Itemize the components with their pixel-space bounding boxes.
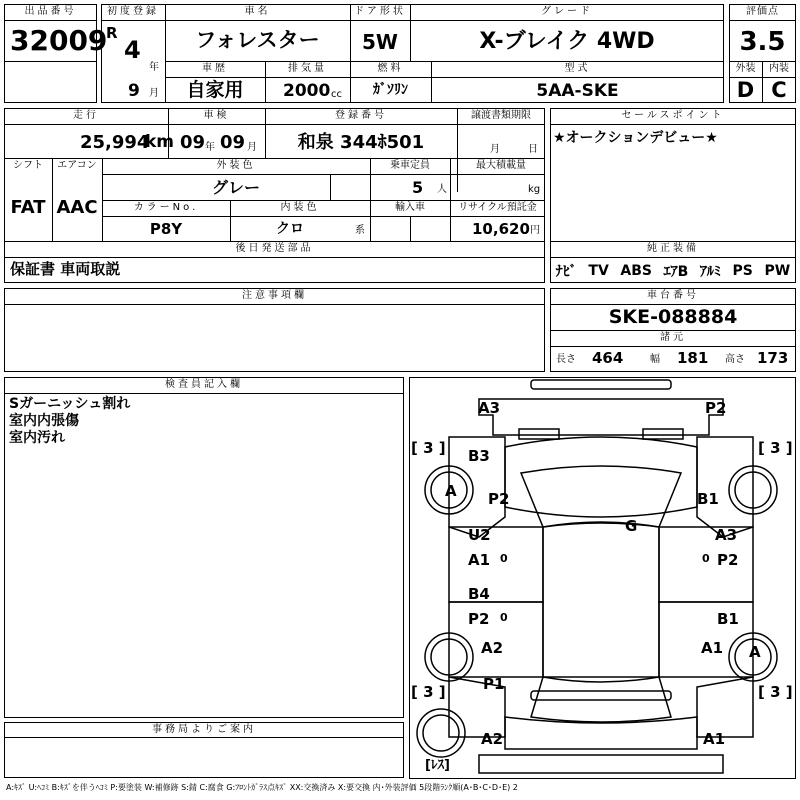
damage-mark: A2: [481, 730, 504, 748]
damage-mark: A1: [468, 551, 491, 569]
max-load-label: 最大積載量: [476, 160, 526, 171]
car-name-label: 車名: [244, 6, 271, 17]
inspection-label: 車検: [203, 110, 230, 121]
car-diagram: [409, 377, 793, 779]
height-label: 高さ: [725, 354, 745, 365]
width-label: 幅: [650, 354, 660, 365]
displacement-value: 2000: [283, 81, 331, 101]
damage-mark: B1: [697, 490, 719, 508]
reg-no-label: 登録番号: [335, 110, 387, 121]
history-value: 自家用: [186, 79, 244, 101]
score-value: 3.5: [739, 27, 786, 57]
model-value: 5AA-SKE: [536, 81, 619, 101]
model-label: 型式: [564, 63, 591, 74]
length-label: 長さ: [556, 354, 576, 365]
history-label: 車歴: [202, 63, 228, 74]
inspection-year: 09: [180, 132, 206, 153]
inspector-line: 室内内張傷: [9, 413, 79, 429]
int-color-value: クロ: [276, 221, 304, 237]
recycle-label: リサイクル預託金: [458, 202, 537, 213]
spare-tire: [ﾚｽ]: [425, 758, 450, 773]
sales-point-label: セールスポイント: [621, 110, 725, 121]
first-reg-month-unit: 月: [149, 88, 159, 99]
inspection-year-unit: 年: [205, 142, 215, 153]
damage-mark: P2: [705, 399, 727, 417]
damage-mark: B4: [468, 585, 490, 603]
equipment-item: PW: [764, 262, 791, 279]
fuel-label: 燃料: [377, 63, 404, 74]
equipment-item: ｱﾙﾐ: [699, 263, 721, 280]
damage-mark: 0: [500, 552, 508, 565]
equipment-label: 純正装備: [647, 243, 699, 254]
damage-mark: 0: [702, 552, 710, 565]
max-load-unit: kg: [528, 184, 541, 195]
damage-mark: P2: [717, 551, 739, 569]
fuel-value: ｶﾞｿﾘﾝ: [373, 82, 408, 98]
displacement-label: 排気量: [288, 63, 327, 74]
inspector-line: 室内汚れ: [9, 430, 65, 446]
int-color-unit: 系: [355, 225, 365, 236]
lot-label: 出品番号: [24, 6, 77, 17]
equipment-item: ﾅﾋﾞ: [555, 263, 577, 280]
sales-point-value: ★オークションデビュー★: [553, 130, 718, 146]
office-label: 事務局よりご案内: [152, 724, 256, 735]
transfer-month-unit: 月: [490, 144, 500, 155]
equipment-item: TV: [588, 262, 609, 279]
score-label: 評価点: [746, 6, 779, 17]
recycle-value: 10,620: [472, 220, 530, 238]
inspection-month: 09: [220, 132, 246, 153]
chassis-label: 車台番号: [647, 290, 699, 301]
first-reg-year: 4: [124, 36, 141, 64]
capacity-label: 乗車定員: [390, 160, 430, 171]
later-parts-label: 後日発送部品: [235, 243, 314, 254]
damage-mark: B1: [717, 610, 739, 628]
specs-label: 諸元: [660, 332, 686, 343]
notes-label: 注意事項欄: [242, 290, 307, 301]
first-reg-era: R: [106, 24, 118, 42]
first-reg-month: 9: [128, 81, 140, 101]
damage-mark: A3: [478, 399, 501, 417]
equipment-item: ABS: [620, 262, 652, 279]
tire-tread: [ 3 ]: [411, 683, 446, 701]
width-value: 181: [677, 349, 709, 367]
ext-score-value: D: [736, 78, 755, 102]
tire-tread: [ 3 ]: [758, 683, 793, 701]
aircon-value: AAC: [56, 197, 98, 218]
equipment-list: [550, 259, 796, 282]
equipment-item: ｴｱB: [663, 263, 689, 280]
capacity-value: 5: [412, 178, 424, 197]
later-parts-value: 保証書 車両取説: [10, 260, 121, 278]
first-reg-year-unit: 年: [149, 62, 159, 73]
damage-mark: A1: [703, 730, 726, 748]
damage-mark: 0: [500, 611, 508, 624]
damage-mark: P2: [468, 610, 490, 628]
damage-mark: G: [625, 517, 638, 535]
door-label: ドア形状: [354, 6, 406, 17]
first-reg-label: 初度登録: [107, 6, 159, 17]
capacity-unit: 人: [437, 184, 447, 195]
int-score-label: 内装: [769, 63, 789, 74]
length-value: 464: [592, 349, 624, 367]
door-value: 5W: [362, 30, 398, 54]
damage-mark: B3: [468, 447, 490, 465]
damage-mark: A2: [481, 639, 504, 657]
damage-mark: A: [445, 482, 457, 500]
transfer-day-unit: 日: [528, 144, 538, 155]
ext-color-value: グレー: [211, 178, 260, 197]
inspection-month-unit: 月: [247, 142, 257, 153]
shift-label: シフト: [13, 160, 43, 171]
car-name: フォレスター: [195, 28, 320, 52]
import-label: 輸入車: [395, 202, 425, 213]
damage-mark: P2: [488, 490, 510, 508]
color-no-value: P8Y: [149, 220, 183, 238]
grade-label: グレード: [541, 6, 593, 17]
lot-number: 32009: [10, 24, 108, 57]
tire-tread: [ 3 ]: [758, 439, 793, 457]
recycle-unit: 円: [530, 225, 540, 236]
shift-value: FAT: [10, 197, 46, 218]
int-color-label: 内装色: [280, 202, 320, 213]
height-value: 173: [757, 349, 789, 367]
inspector-line: Sガーニッシュ割れ: [9, 396, 131, 412]
displacement-unit: cc: [331, 89, 342, 100]
ext-color-label: 外装色: [216, 160, 256, 171]
damage-mark: A1: [701, 639, 724, 657]
damage-mark: A: [749, 643, 761, 661]
damage-mark: P1: [483, 675, 505, 693]
int-score-value: C: [771, 78, 787, 102]
reg-no-value: 和泉 344ﾎ501: [297, 132, 425, 153]
color-no-label: カラーNo.: [133, 202, 199, 213]
transfer-label: 譲渡書類期限: [471, 110, 531, 121]
mileage-unit: km: [145, 132, 175, 152]
ext-score-label: 外装: [735, 63, 756, 74]
aircon-label: エアコン: [57, 160, 97, 171]
inspector-label: 検査員記入欄: [165, 379, 243, 390]
tire-tread: [ 3 ]: [411, 439, 446, 457]
mileage-value: 25,994: [80, 132, 150, 153]
damage-mark: U2: [468, 526, 491, 544]
grade-value: X-ブレイク 4WD: [479, 29, 655, 54]
mileage-label: 走行: [73, 110, 99, 121]
chassis-value: SKE-088884: [608, 306, 738, 328]
legend-text: A:ｷｽﾞ U:ﾍｺﾐ B:ｷｽﾞを伴うﾍｺﾐ P:要塗装 W:補修跡 S:錆 C:腐食 G:ﾌﾛﾝﾄｶﾞﾗｽ点ｷｽﾞ XX:交換済み X:要交換 内･外装評価 5段階ﾗﾝｸ順(A･B･C･D･E) 2: [6, 783, 518, 792]
damage-mark: A3: [715, 526, 738, 544]
equipment-item: PS: [732, 262, 753, 279]
